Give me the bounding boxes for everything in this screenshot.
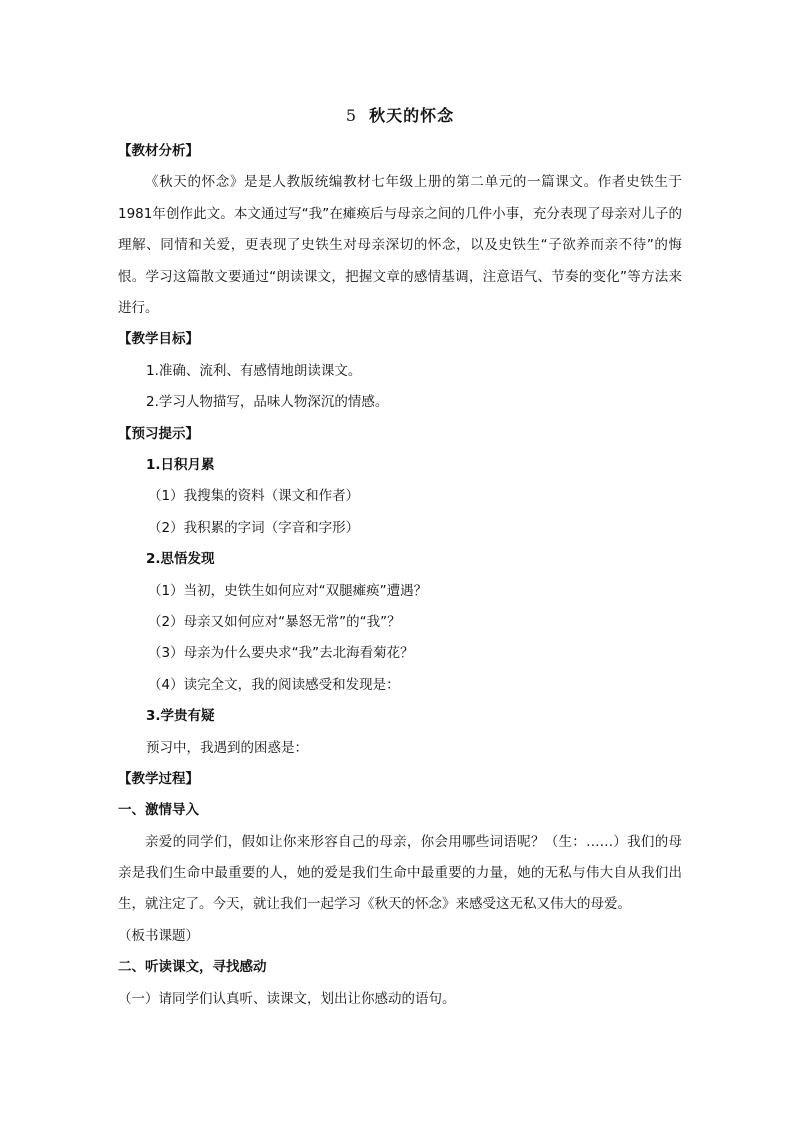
goal-item: 2.学习人物描写，品味人物深沉的情感。 bbox=[146, 394, 389, 411]
board-note: （板书课题） bbox=[118, 927, 199, 944]
goals-heading: 【教学目标】 bbox=[118, 331, 199, 348]
page-title bbox=[118, 96, 682, 136]
preview-subheading: 3.学贵有疑 bbox=[146, 708, 215, 725]
preview-item: （1）当初，史铁生如何应对“双腿瘫痪”遭遇？ bbox=[148, 582, 428, 599]
preview-subheading: 2.思悟发现 bbox=[146, 551, 215, 568]
analysis-heading: 【教材分析】 bbox=[118, 143, 199, 159]
preview-item: 预习中，我遇到的困惑是： bbox=[146, 739, 308, 756]
preview-item: （3）母亲为什么要央求“我”去北海看菊花？ bbox=[148, 645, 414, 662]
preview-item: （2）我积累的字词（字音和字形） bbox=[148, 519, 360, 536]
analysis-paragraph: 《秋天的怀念》是是人教版统编教材七年级上册的第二单元的一篇课文。作者史铁生于1981年创作此文。本文通过写“我”在瘫痪后与母亲之间的几件小事，充分表现了母亲对儿子的理解、同情和关爱，更表现了史铁生对母亲深切的怀念，以及史铁生“子欲养而亲不待”的悔恨。学习这篇散文要通过“朗读课文，把握文章的感情基调，注意语气、节奏的变化”等方法来进行。 bbox=[118, 174, 682, 317]
preview-heading: 【预习提示】 bbox=[118, 425, 199, 442]
preview-subheading: 1.日积月累 bbox=[146, 456, 215, 473]
document-page bbox=[118, 96, 682, 1015]
intro-paragraph: 亲爱的同学们，假如让你来形容自己的母亲，你会用哪些词语呢？（生：……）我们的母亲是我们生命中最重要的人，她的爱是我们生命中最重要的力量，她的无私与伟大自从我们出生，就注定了。今天，就让我们一起学习《秋天的怀念》来感受这无私又伟大的母爱。 bbox=[118, 833, 682, 913]
preview-item: （2）母亲又如何应对“暴怒无常”的“我”？ bbox=[148, 613, 401, 630]
process-step-heading: 二、听读课文，寻找感动 bbox=[118, 959, 267, 976]
process-step-heading: 一、激情导入 bbox=[118, 802, 199, 819]
lesson-title: 秋天的怀念 bbox=[369, 106, 455, 125]
process-heading: 【教学过程】 bbox=[118, 770, 199, 787]
lesson-number: 5 bbox=[345, 106, 358, 125]
process-item: （一）请同学们认真听、读课文，划出让你感动的语句。 bbox=[118, 990, 456, 1007]
preview-item: （4）读完全文，我的阅读感受和发现是： bbox=[148, 676, 400, 693]
preview-item: （1）我搜集的资料（课文和作者） bbox=[148, 488, 360, 505]
goal-item: 1.准确、流利、有感情地朗读课文。 bbox=[146, 362, 362, 379]
